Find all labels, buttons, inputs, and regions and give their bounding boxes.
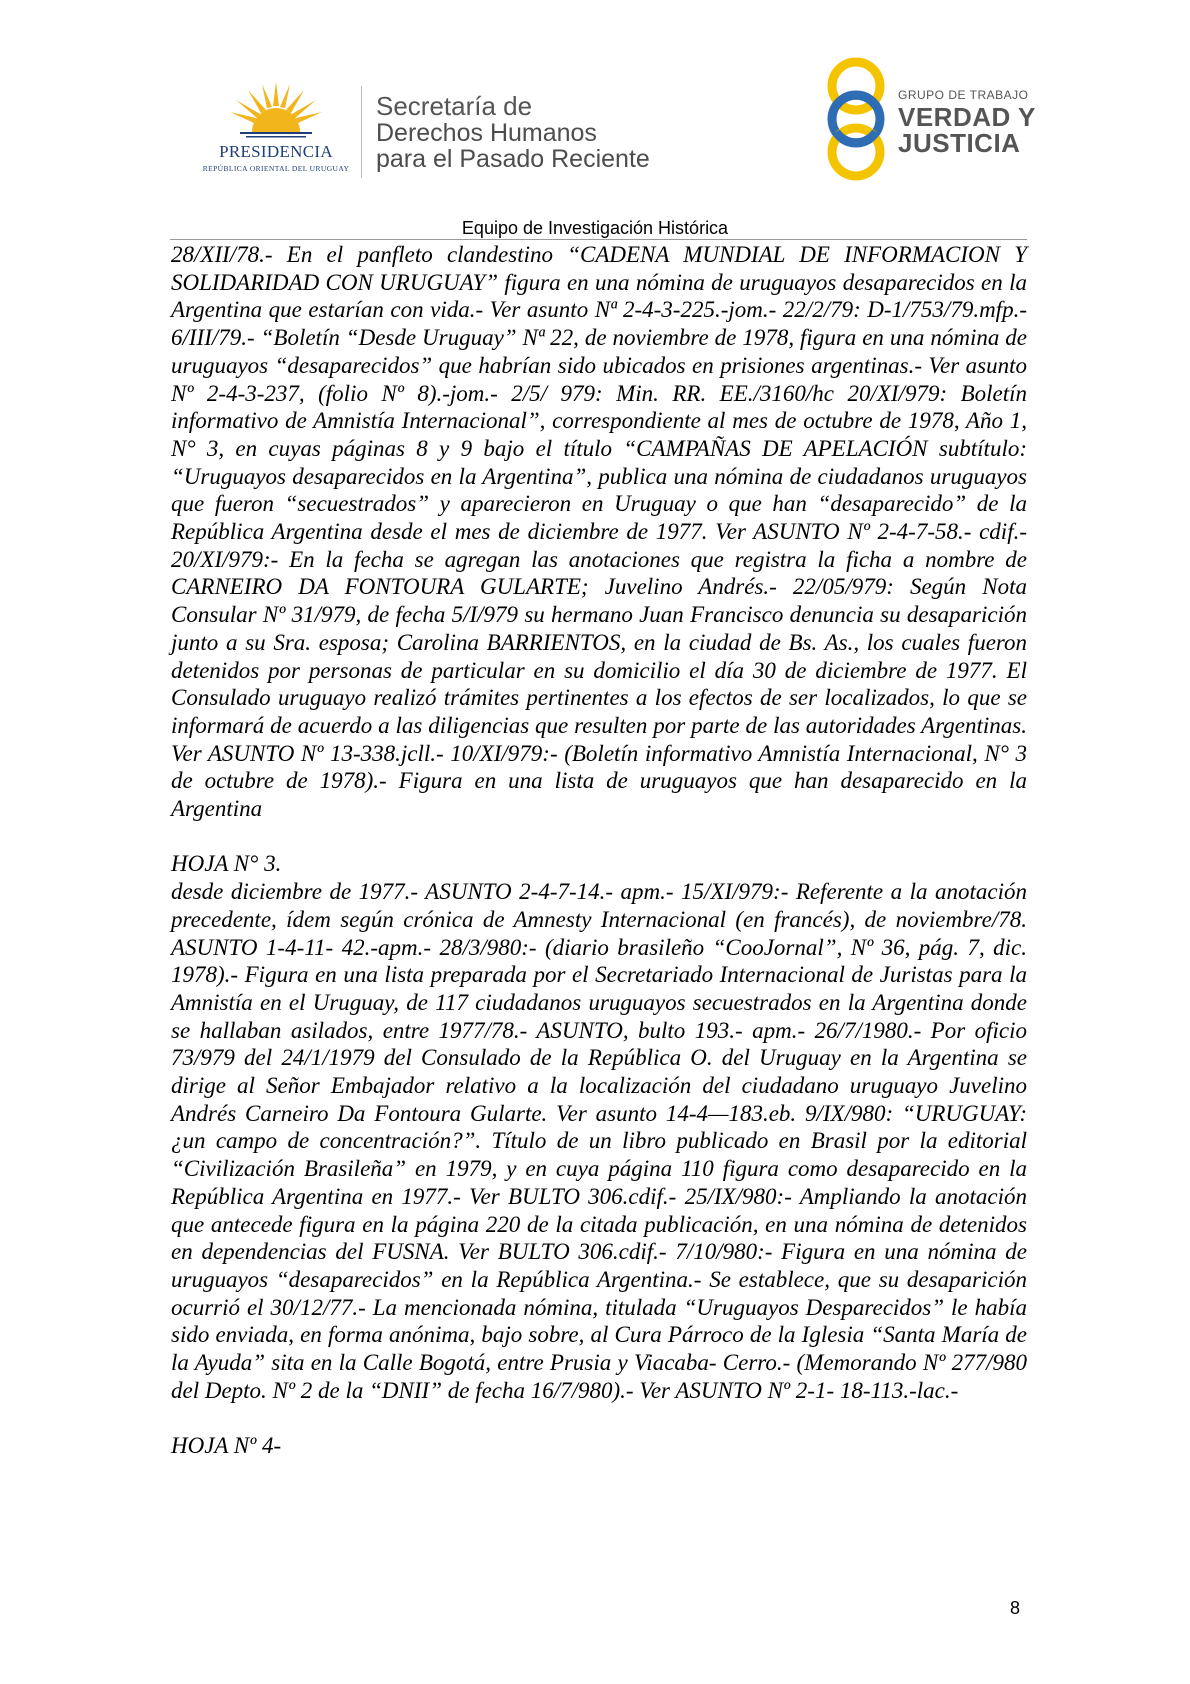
paragraph-1: 28/XII/78.- En el panfleto clandestino “CADENA MUNDIAL DE INFORMACION Y SOLIDARIDAD CON URUGUAY” figura en una nómina de uruguayos desaparecidos en la Argentina que estarían con vida.- Ver asunto Nª 2-4-3-225.-jom.- 22/2/79: D-1/753/79.mfp.- 6/III/79.- “Boletín “Desde Uruguay” Nª 22, de noviembre de 1978, figura en una nómina de uruguayos “desaparecidos” que habrían sido ubicados en prisiones argentinas.- Ver asunto Nº 2-4-3-237, (folio Nº 8).-jom.- 2/5/ 979: Min. RR. EE./3160/hc 20/XI/979: Boletín informativo de Amnistía Internacional”, correspondiente al mes de octubre de 1978, Año 1, N° 3, en cuyas páginas 8 y 9 bajo el título “CAMPAÑAS DE APELACIÓN subtítulo: “Uruguayos desaparecidos en la Argentina”, publica una nómina de ciudadanos uruguayos que fueron “secuestrados” y aparecieron en Uruguay o que han “desaparecido” de la República Argentina desde el mes de diciembre de 1977. Ver ASUNTO Nº 2-4-7-58.- cdif.- 20/XI/979:- En la fecha se agregan las anotaciones que registra la ficha a nombre de CARNEIRO DA FONTOURA GULARTE; Juvelino Andrés.- 22/05/979: Según Nota Consular Nº 31/979, de fecha 5/I/979 su hermano Juan Francisco denuncia su desaparición junto a su Sra. esposa; Carolina BARRIENTOS, en la ciudad de Bs. As., los cuales fueron detenidos por personas de particular en su domicilio el día 30 de diciembre de 1977. El Consulado uruguayo realizó trámites pertinentes a los efectos de ser localizados, lo que se informará de acuerdo a las diligencias que resulten por parte de las autoridades Argentinas. Ver ASUNTO Nº 13-338.jcll.- 10/XI/979:- (Boletín informativo Amnistía Internacional, N° 3 de octubre de 1978).- Figura en una lista de uruguayos que han desaparecido en la Argentina xyxy=(171,242,1027,822)
document-header xyxy=(0,0,1190,238)
paragraph-2: desde diciembre de 1977.- ASUNTO 2-4-7-14.- apm.- 15/XI/979:- Referente a la anotación precedente, ídem según crónica de Amnesty Internacional (en francés), de noviembre/78. ASUNTO 1-4-11- 42.-apm.- 28/3/980:- (diario brasileño “CooJornal”, Nº 36, pág. 7, dic. 1978).- Figura en una lista preparada por el Secretariado Internacional de Juristas para la Amnistía en el Uruguay, de 117 ciudadanos uruguayos secuestrados en la Argentina donde se hallaban asilados, entre 1977/78.- ASUNTO, bulto 193.- apm.- 26/7/1980.- Por oficio 73/979 del 24/1/1979 del Consulado de la República O. del Uruguay en la Argentina se dirige al Señor Embajador relativo a la localización del ciudadano uruguayo Juvelino Andrés Carneiro Da Fontoura Gularte. Ver asunto 14-4—183.eb. 9/IX/980: “URUGUAY: ¿un campo de concentración?”. Título de un libro publicado en Brasil por la editorial “Civilización Brasileña” en 1979, y en cuya página 110 figura como desaparecido en la República Argentina en 1977.- Ver BULTO 306.cdif.- 25/IX/980:- Ampliando la anotación que antecede figura en la página 220 de la citada publicación, en una nómina de detenidos en dependencias del FUSNA. Ver BULTO 306.cdif.- 7/10/980:- Figura en una nómina de uruguayos “desaparecidos” en la República Argentina.- Se establece, que su desaparición ocurrió el 30/12/77.- La mencionada nómina, titulada “Uruguayos Desparecidos” le había sido enviada, en forma anónima, bajo sobre, al Cura Párroco de la Iglesia “Santa María de la Ayuda” sita en la Calle Bogotá, entre Prusia y Viacaba- Cerro.- (Memorando Nº 277/980 del Depto. Nº 2 de la “DNII” de fecha 16/7/980).- Ver ASUNTO Nº 2-1- 18-113.-lac.- xyxy=(171,879,1027,1403)
rings-icon xyxy=(822,54,894,184)
grupo-line-1: VERDAD Y xyxy=(898,102,1036,132)
header-rule xyxy=(170,239,1027,240)
header-divider xyxy=(361,86,362,178)
secretaria-line-3: para el Pasado Reciente xyxy=(376,145,650,173)
grupo-small-label: GRUPO DE TRABAJO xyxy=(898,88,1029,102)
spacer xyxy=(171,823,1027,851)
grupo-line-2: JUSTICIA xyxy=(898,128,1021,158)
sun-icon xyxy=(226,80,326,142)
secretaria-line-1: Secretaría de xyxy=(376,91,533,121)
team-title: Equipo de Investigación Histórica xyxy=(461,218,729,238)
page-number: 8 xyxy=(1010,1598,1021,1618)
spacer xyxy=(171,1405,1027,1433)
verdad-justicia-logo xyxy=(822,54,1042,184)
presidencia-subtitle: REPÚBLICA ORIENTAL DEL URUGUAY xyxy=(202,164,350,173)
presidencia-name: PRESIDENCIA xyxy=(219,142,333,161)
secretaria-title xyxy=(376,92,650,172)
presidencia-logo xyxy=(196,80,356,176)
hoja-4-heading: HOJA Nº 4- xyxy=(171,1433,282,1459)
document-body xyxy=(171,241,1027,1460)
secretaria-line-2: Derechos Humanos xyxy=(376,119,597,147)
hoja-3-heading: HOJA N° 3. xyxy=(171,851,282,877)
